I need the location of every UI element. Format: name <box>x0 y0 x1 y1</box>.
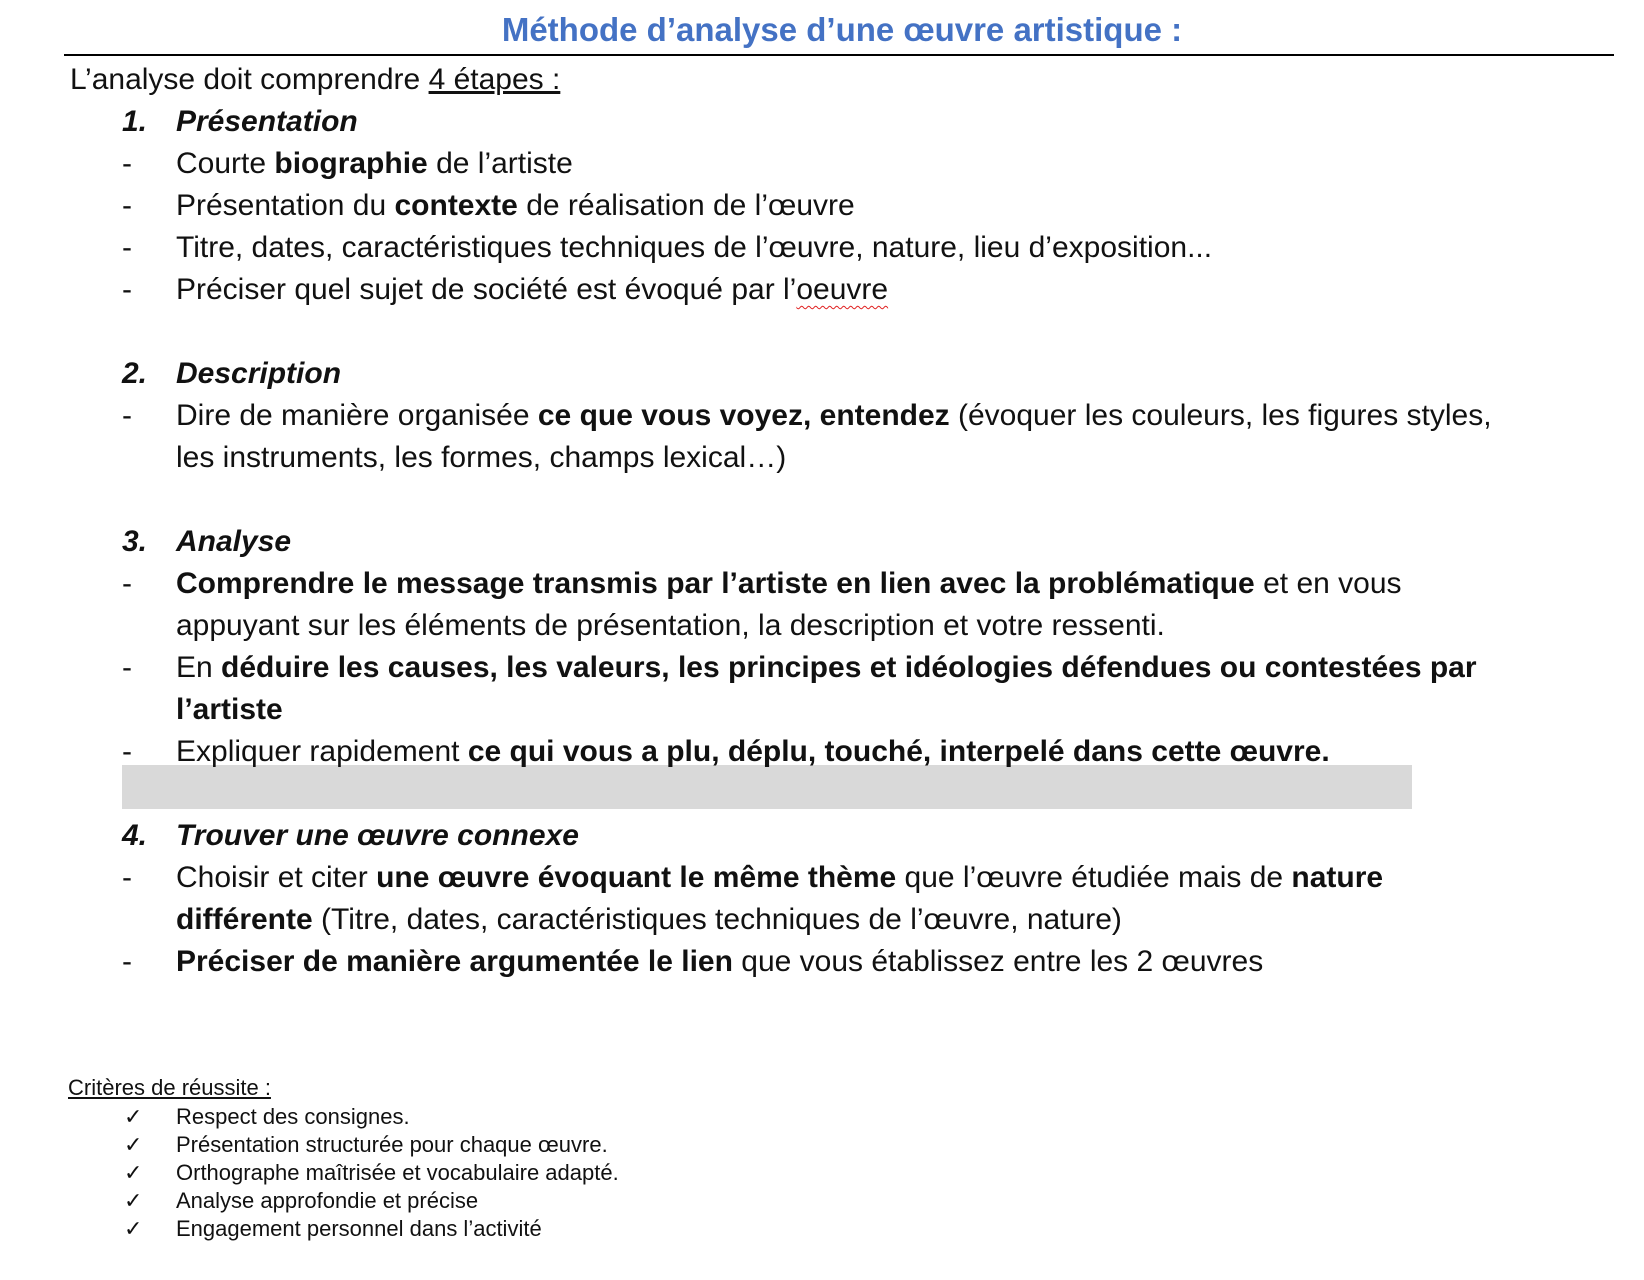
item-bold: déduire les causes, les valeurs, les principes et idéologies défendues ou contestées par <box>221 651 1477 684</box>
item-text: de l’artiste <box>427 147 573 180</box>
bullet-dash: - <box>122 231 132 264</box>
item-text: Choisir et citer <box>176 861 377 894</box>
item-text: de réalisation de l’œuvre <box>517 189 855 222</box>
item-text: Expliquer rapidement <box>176 735 468 768</box>
item-text: Titre, dates, caractéristiques techniques de l’œuvre, nature, lieu d’exposition... <box>176 231 1213 264</box>
item-bold: ce que vous voyez, entendez <box>537 399 950 432</box>
item-text: (évoquer les couleurs, les figures styles, <box>949 399 1492 432</box>
bullet-dash: - <box>122 147 132 180</box>
intro-steps: 4 étapes : <box>428 63 561 96</box>
section-number: 2. <box>122 357 148 390</box>
item-text: que vous établissez entre les 2 œuvres <box>732 945 1264 978</box>
item-bold: contexte <box>394 189 518 222</box>
item-text: Dire de manière organisée <box>176 399 538 432</box>
criteria-text: Présentation structurée pour chaque œuvre. <box>176 1132 608 1157</box>
document-title: Méthode d’analyse d’une œuvre artistique : <box>501 11 1183 48</box>
section-number: 4. <box>122 819 148 852</box>
checkmark-icon: ✓ <box>124 1160 143 1185</box>
section-title: Description <box>176 357 342 390</box>
section-number: 3. <box>122 525 148 558</box>
item-bold: Comprendre le message transmis par l’artiste en lien avec la problématique <box>176 567 1255 600</box>
bullet-dash: - <box>122 273 132 306</box>
bullet-dash: - <box>122 735 132 768</box>
checkmark-icon: ✓ <box>124 1104 143 1129</box>
checkmark-icon: ✓ <box>124 1216 143 1241</box>
item-text: Présentation du <box>176 189 395 222</box>
bullet-dash: - <box>122 189 132 222</box>
intro-line <box>70 60 560 100</box>
criteria-title: Critères de réussite : <box>68 1075 271 1100</box>
item-text: Préciser quel sujet de société est évoqué par l’ <box>176 273 797 306</box>
checkmark-icon: ✓ <box>124 1188 143 1213</box>
criteria-text: Orthographe maîtrisée et vocabulaire adapté. <box>176 1160 619 1185</box>
item-text: que l’œuvre étudiée mais de <box>896 861 1292 894</box>
bullet-dash: - <box>122 399 132 432</box>
item-bold: Préciser de manière argumentée le lien <box>176 945 733 978</box>
item-text: (Titre, dates, caractéristiques techniques de l’œuvre, nature) <box>312 903 1122 936</box>
item-text: En <box>176 651 222 684</box>
section-title: Présentation <box>176 105 358 138</box>
spellcheck-flagged-word[interactable]: oeuvre <box>796 273 889 306</box>
section-number: 1. <box>122 105 148 138</box>
item-bold: biographie <box>274 147 428 180</box>
bullet-dash: - <box>122 861 132 894</box>
criteria-text: Analyse approfondie et précise <box>176 1188 479 1213</box>
section-title: Trouver une œuvre connexe <box>176 819 579 852</box>
item-bold: différente <box>176 903 313 936</box>
item-bold: l’artiste <box>176 693 283 726</box>
bullet-dash: - <box>122 567 132 600</box>
item-bold: nature <box>1291 861 1384 894</box>
intro-text: L’analyse doit comprendre <box>70 63 429 96</box>
item-text: appuyant sur les éléments de présentation, la description et votre ressenti. <box>176 609 1165 642</box>
bullet-dash: - <box>122 651 132 684</box>
item-text: les instruments, les formes, champs lexical…) <box>176 441 787 474</box>
section-title: Analyse <box>176 525 292 558</box>
criteria-text: Respect des consignes. <box>176 1104 410 1129</box>
checkmark-icon: ✓ <box>124 1132 143 1157</box>
item-text: Courte <box>176 147 275 180</box>
item-text: et en vous <box>1254 567 1402 600</box>
bullet-dash: - <box>122 945 132 978</box>
item-bold: une œuvre évoquant le même thème <box>376 861 897 894</box>
criteria-text: Engagement personnel dans l’activité <box>176 1216 542 1241</box>
item-bold: ce qui vous a plu, déplu, touché, interpelé dans cette œuvre. <box>467 735 1330 768</box>
title-rule <box>64 54 1614 56</box>
